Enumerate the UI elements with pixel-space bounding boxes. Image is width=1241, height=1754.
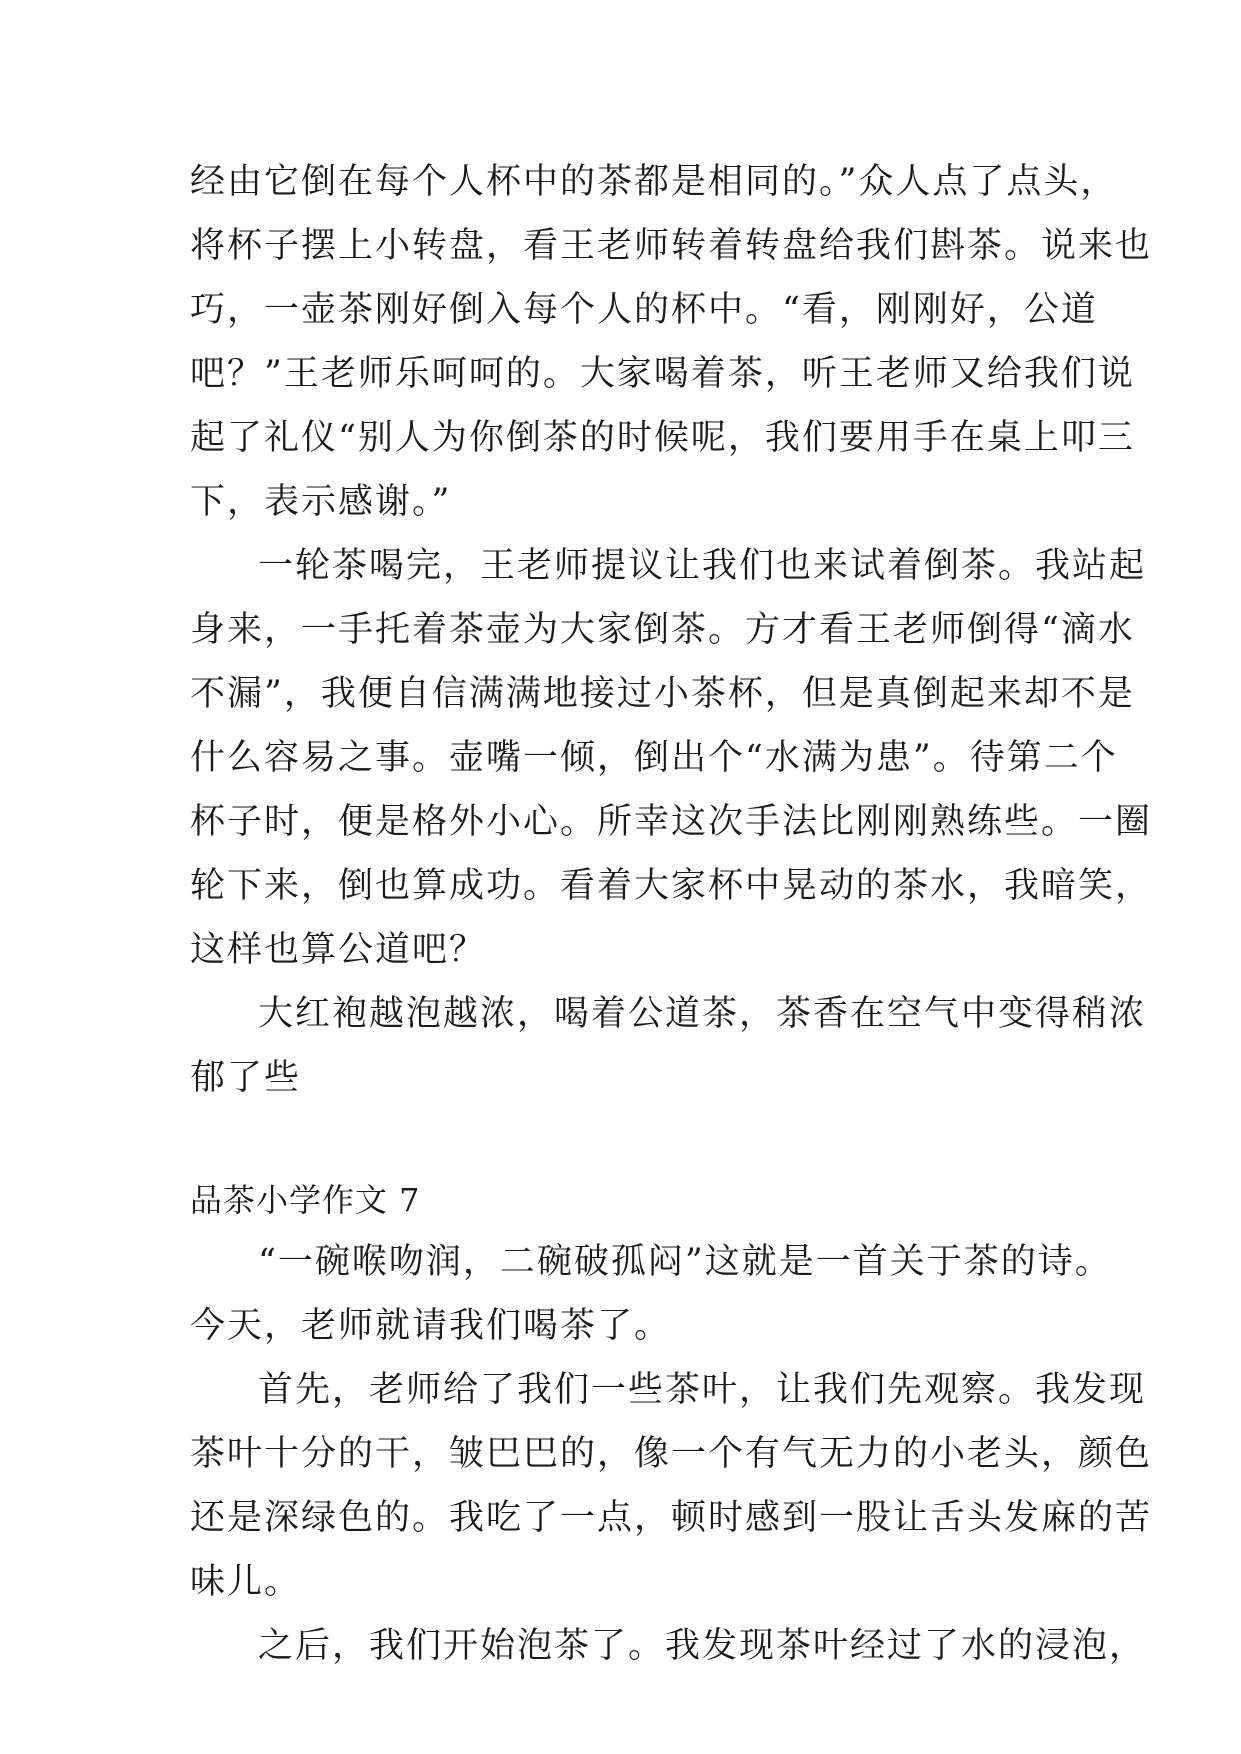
paragraph-line: 郁了些	[190, 1058, 302, 1098]
paragraph-line: 之后，我们开始泡茶了。我发现茶叶经过了水的浸泡，	[258, 1626, 1147, 1666]
paragraph-line: 一轮茶喝完，王老师提议让我们也来试着倒茶。我站起	[258, 546, 1147, 586]
paragraph-line: 杯子时，便是格外小心。所幸这次手法比刚刚熟练些。一圈	[190, 802, 1153, 842]
paragraph-line: 不漏”，我便自信满满地接过小茶杯，但是真倒起来却不是	[190, 674, 1135, 714]
paragraph-line: 今天，老师就请我们喝茶了。	[190, 1306, 672, 1346]
section-heading: 品茶小学作文 7	[190, 1181, 421, 1219]
paragraph-line: 味儿。	[190, 1562, 302, 1602]
paragraph-line: 轮下来，倒也算成功。看着大家杯中晃动的茶水，我暗笑，	[190, 866, 1153, 906]
paragraph-line: 吧？”王老师乐呵呵的。大家喝着茶，听王老师又给我们说	[190, 354, 1135, 394]
paragraph-line: 这样也算公道吧？	[190, 930, 487, 970]
paragraph-line: 大红袍越泡越浓，喝着公道茶，茶香在空气中变得稍浓	[258, 994, 1147, 1034]
paragraph-line: 茶叶十分的干，皱巴巴的，像一个有气无力的小老头，颜色	[190, 1434, 1153, 1474]
paragraph-line: 下，表示感谢。”	[190, 482, 452, 522]
paragraph-line: “一碗喉吻润，二碗破孤闷”这就是一首关于茶的诗。	[258, 1242, 1112, 1282]
paragraph-line: 巧，一壶茶刚好倒入每个人的杯中。“看，刚刚好，公道	[190, 290, 1098, 330]
paragraph-line: 起了礼仪“别人为你倒茶的时候呢，我们要用手在桌上叩三	[190, 418, 1135, 458]
paragraph-line: 身来，一手托着茶壶为大家倒茶。方才看王老师倒得“滴水	[190, 610, 1135, 650]
paragraph-line: 什么容易之事。壶嘴一倾，倒出个“水满为患”。待第二个	[190, 738, 1118, 778]
paragraph-line: 首先，老师给了我们一些茶叶，让我们先观察。我发现	[258, 1370, 1147, 1410]
paragraph-line: 将杯子摆上小转盘，看王老师转着转盘给我们斟茶。说来也	[190, 226, 1153, 266]
paragraph-line: 经由它倒在每个人杯中的茶都是相同的。”众人点了点头，	[190, 162, 1118, 202]
paragraph-line: 还是深绿色的。我吃了一点，顿时感到一股让舌头发麻的苦	[190, 1498, 1153, 1538]
